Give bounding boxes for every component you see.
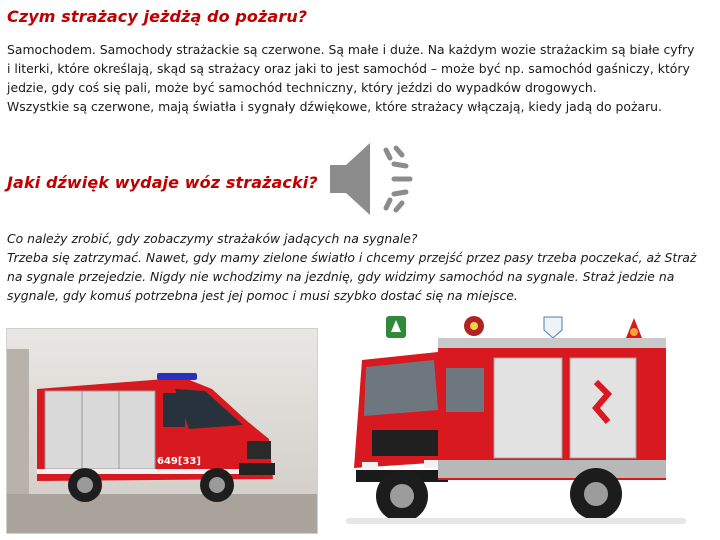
windshield bbox=[364, 360, 438, 416]
text-line: na sygnale przejedzie. Nigdy nie wchodzimy na jezdnię, gdy widzimy samochód na sygnale. Straż jedzie na bbox=[7, 269, 675, 284]
text-line: sygnale, gdy komuś potrzebna jest jej pomoc i musi szybko dostać się na miejsce. bbox=[7, 288, 518, 303]
equipment-shutter bbox=[494, 358, 562, 458]
roof-light bbox=[157, 373, 197, 380]
paragraph-fire-trucks bbox=[7, 40, 713, 116]
garage-door bbox=[7, 349, 29, 499]
heading-fire-trucks: Czym strażacy jeżdżą do pożaru? bbox=[7, 7, 308, 26]
grille bbox=[372, 430, 438, 456]
equipment-shutter bbox=[570, 358, 636, 458]
speaker-cone bbox=[330, 143, 370, 215]
headlight-right bbox=[424, 460, 440, 468]
side-window bbox=[446, 368, 484, 412]
speaker-icon[interactable] bbox=[326, 138, 422, 220]
bumper bbox=[239, 463, 275, 475]
text-line: Wszystkie są czerwone, mają światła i sygnały dźwiękowe, które strażacy włączają, kiedy jadą do pożaru. bbox=[7, 99, 662, 114]
text-line: Samochodem. Samochody strażackie są czerwone. Są małe i duże. Na każdym wozie strażackim są białe cyfry bbox=[7, 42, 695, 57]
unit-number: 649[33] bbox=[157, 456, 201, 467]
lower-trim bbox=[438, 460, 666, 478]
white-stripe bbox=[37, 469, 273, 474]
photo-large-fire-truck bbox=[326, 312, 714, 534]
text-line: i literki, które określają, skąd są strażacy oraz jaki to jest samochód – może być np. samochód gaśniczy, który bbox=[7, 61, 690, 76]
paragraph-siren-rules bbox=[7, 229, 713, 305]
roof-rack bbox=[438, 338, 666, 348]
sound-waves bbox=[386, 148, 410, 210]
headlight-left bbox=[362, 462, 378, 470]
heading-truck-sound: Jaki dźwięk wydaje wóz strażacki? bbox=[7, 173, 318, 192]
ground-shadow bbox=[346, 518, 686, 524]
ground bbox=[7, 494, 317, 533]
text-line: Trzeba się zatrzymać. Nawet, gdy mamy zielone światło i chcemy przejść przez pasy trzeba poczekać, aż Straż bbox=[7, 250, 697, 265]
side-window bbox=[163, 393, 185, 427]
equipment-box bbox=[45, 391, 155, 469]
photo-small-fire-truck bbox=[6, 328, 318, 534]
grille bbox=[247, 441, 271, 459]
text-line: jedzie, gdy coś się pali, może być samochód techniczny, który jeździ do wypadków drogowych. bbox=[7, 80, 597, 95]
text-line: Co należy zrobić, gdy zobaczymy strażaków jadących na sygnale? bbox=[7, 231, 418, 246]
